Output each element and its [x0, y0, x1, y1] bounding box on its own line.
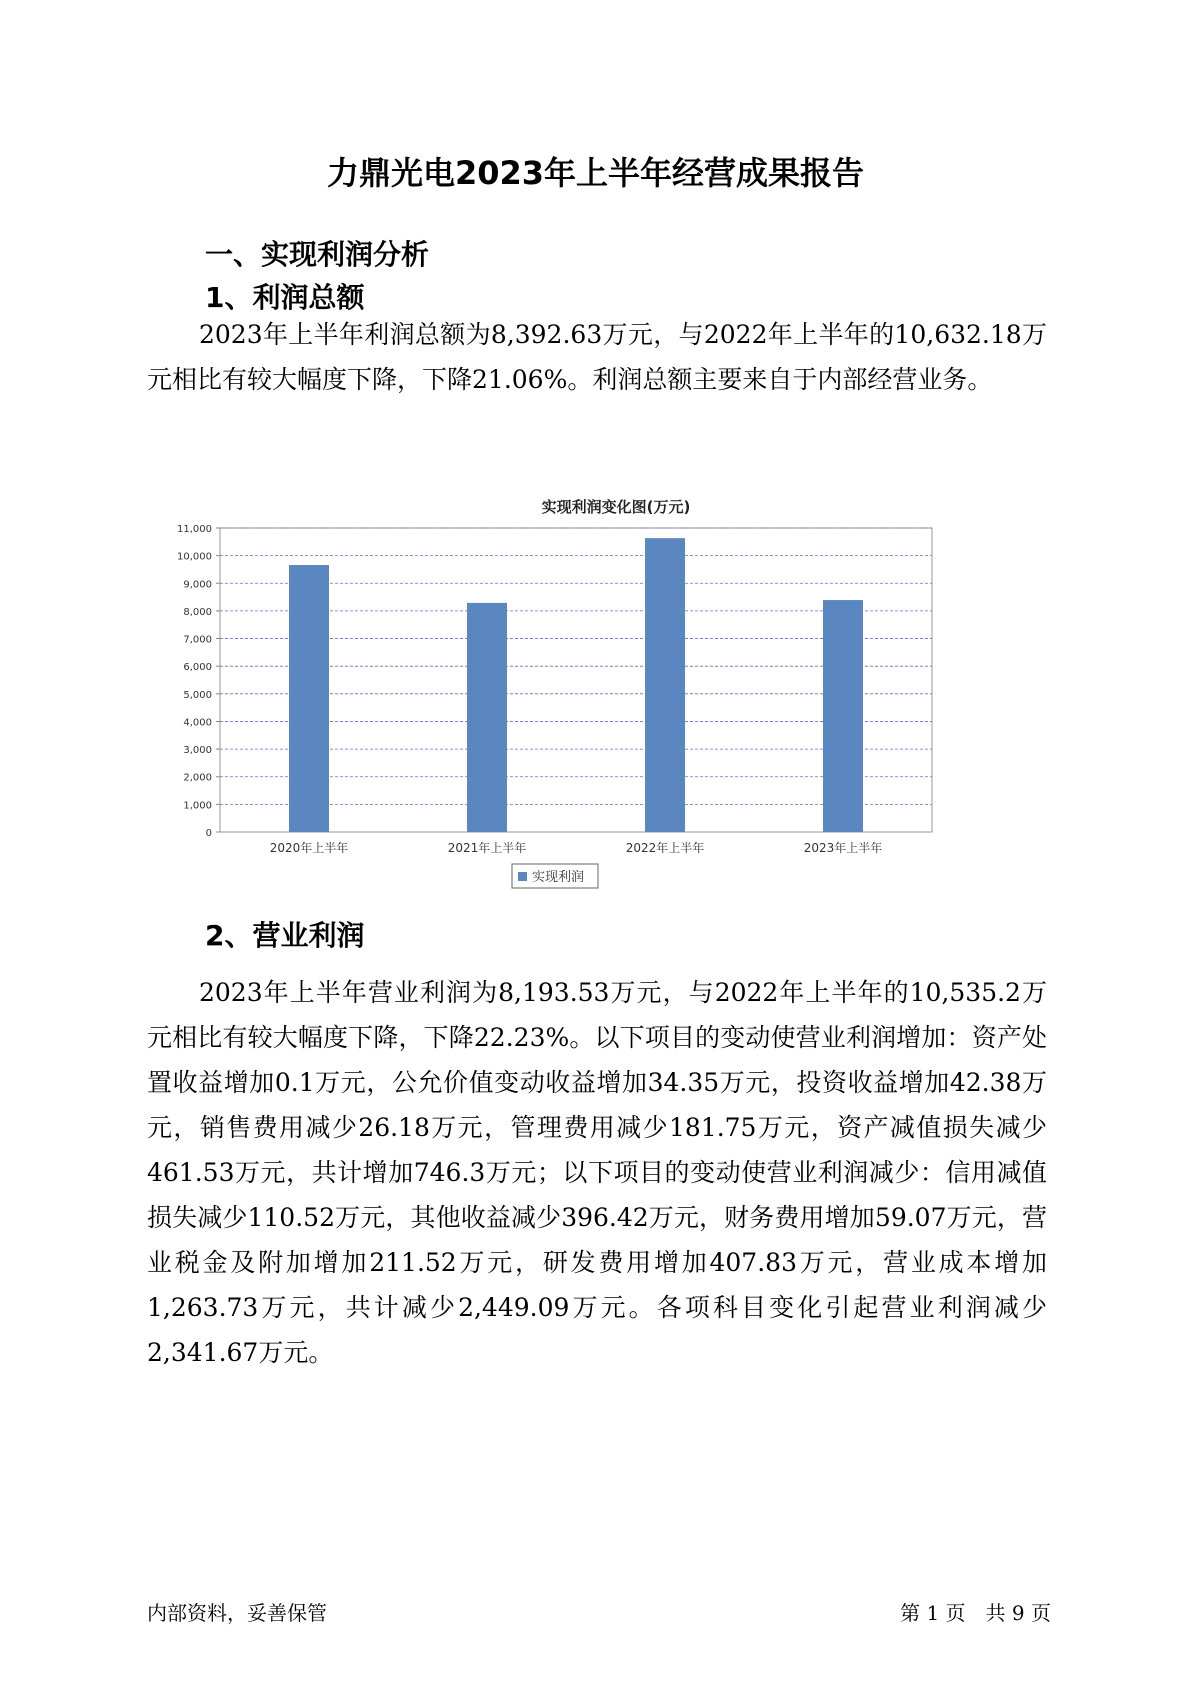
bar-4: [823, 600, 863, 832]
y-tick-label: 6,000: [183, 662, 212, 674]
y-tick-label: 9,000: [183, 579, 212, 591]
x-tick-label: 2021年上半年: [447, 841, 527, 855]
profit-chart: [150, 490, 1030, 950]
footer-page-number: 第 1 页 共 9 页: [900, 1601, 1051, 1625]
subsection-heading-total-profit: 1、利润总额: [205, 281, 365, 314]
bar-1: [289, 565, 329, 832]
section-heading-profit-analysis: 一、实现利润分析: [205, 238, 430, 271]
y-tick-label: 10,000: [177, 551, 212, 563]
profit-bar-chart: [150, 490, 1030, 950]
subsection-heading-operating-profit: 2、营业利润: [205, 919, 365, 952]
x-tick-label: 2020年上半年: [269, 841, 349, 855]
y-tick-label: 7,000: [183, 634, 212, 646]
x-tick-label: 2023年上半年: [803, 841, 883, 855]
bar-3: [645, 538, 685, 832]
document-title: 力鼎光电2023年上半年经营成果报告: [326, 154, 865, 192]
y-tick-label: 2,000: [183, 772, 212, 784]
legend-swatch: [518, 872, 527, 881]
chart-title: 实现利润变化图(万元): [541, 498, 691, 516]
y-tick-label: 1,000: [183, 800, 212, 812]
y-tick-label: 5,000: [183, 689, 212, 701]
operating-profit-paragraph: 2023年上半年营业利润为8,193.53万元，与2022年上半年的10,535.2万元相比有较大幅度下降，下降22.23%。以下项目的变动使营业利润增加：资产处置收益增加0.1万元，公允价值变动收益增加34.35万元，投资收益增加42.38万元，销售费用减少26.18万元，管理费用减少181.75万元，资产减值损失减少461.53万元，共计增加746.3万元；以下项目的变动使营业利润减少：信用减值损失减少110.52万元，其他收益减少396.42万元，财务费用增加59.07万元，营业税金及附加增加211.52万元，研发费用增加407.83万元，营业成本增加1,263.73万元，共计减少2,449.09万元。各项科目变化引起营业利润减少2,341.67万元。: [147, 978, 1047, 1367]
y-tick-label: 3,000: [183, 745, 212, 757]
x-tick-label: 2022年上半年: [625, 841, 705, 855]
legend-label: 实现利润: [532, 870, 585, 885]
y-tick-label: 0: [205, 828, 212, 839]
y-tick-label: 4,000: [183, 717, 212, 729]
bar-2: [467, 603, 507, 832]
total-profit-paragraph: 2023年上半年利润总额为8,392.63万元，与2022年上半年的10,632.18万元相比有较大幅度下降，下降21.06%。利润总额主要来自于内部经营业务。: [147, 320, 1047, 394]
footer-confidential-note: 内部资料，妥善保管: [147, 1601, 327, 1625]
y-tick-label: 8,000: [183, 606, 212, 618]
y-tick-label: 11,000: [177, 524, 212, 535]
